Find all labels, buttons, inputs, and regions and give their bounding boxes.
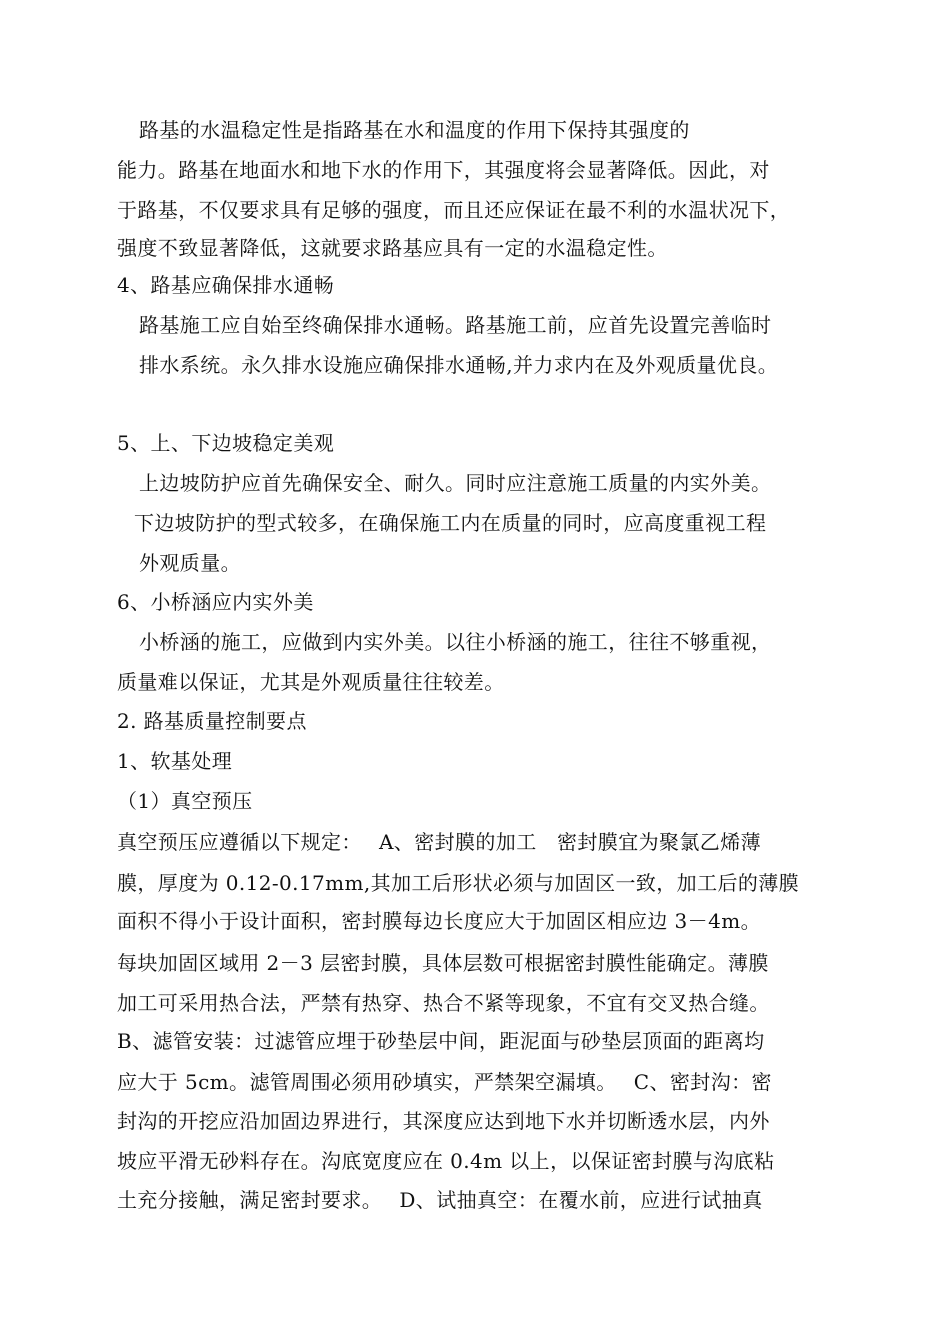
paragraph-line: 真空预压应遵循以下规定： A、密封膜的加工 密封膜宜为聚氯乙烯薄 xyxy=(117,830,762,854)
paragraph-line: 土充分接触，满足密封要求。 D、试抽真空：在覆水前，应进行试抽真 xyxy=(117,1188,763,1212)
paragraph-line: 封沟的开挖应沿加固边界进行，其深度应达到地下水并切断透水层，内外 xyxy=(117,1109,770,1133)
paragraph-line: 加工可采用热合法，严禁有热穿、热合不紧等现象，不宜有交叉热合缝。 xyxy=(117,991,770,1015)
paragraph-line: 下边坡防护的型式较多，在确保施工内在质量的同时，应高度重视工程 xyxy=(134,511,767,535)
section-heading: 5、上、下边坡稳定美观 xyxy=(117,431,335,455)
paragraph-line: B、滤管安装：过滤管应埋于砂垫层中间，距泥面与砂垫层顶面的距离均 xyxy=(117,1029,765,1053)
paragraph-line: 坡应平滑无砂料存在。沟底宽度应在 0.4m 以上，以保证密封膜与沟底粘 xyxy=(117,1149,775,1173)
paragraph-line: 强度不致显著降低，这就要求路基应具有一定的水温稳定性。 xyxy=(117,236,668,260)
section-heading: 4、路基应确保排水通畅 xyxy=(117,273,335,297)
paragraph-line: 于路基，不仅要求具有足够的强度，而且还应保证在最不利的水温状况下， xyxy=(117,198,791,222)
paragraph-line: 排水系统。永久排水设施应确保排水通畅,并力求内在及外观质量优良。 xyxy=(139,353,779,377)
paragraph-line: 小桥涵的施工，应做到内实外美。以往小桥涵的施工，往往不够重视， xyxy=(139,630,772,654)
paragraph-line: 路基施工应自始至终确保排水通畅。路基施工前，应首先设置完善临时 xyxy=(139,313,772,337)
paragraph-line: 膜，厚度为 0.12-0.17mm,其加工后形状必须与加固区一致，加工后的薄膜 xyxy=(117,871,800,895)
section-heading: 2. 路基质量控制要点 xyxy=(117,709,307,733)
section-heading: 1、软基处理 xyxy=(117,749,233,773)
paragraph-line: 面积不得小于设计面积，密封膜每边长度应大于加固区相应边 3－4m。 xyxy=(117,909,761,933)
paragraph-line: 能力。路基在地面水和地下水的作用下，其强度将会显著降低。因此，对 xyxy=(117,158,770,182)
paragraph-line: 质量难以保证，尤其是外观质量往往较差。 xyxy=(117,670,505,694)
paragraph-line: 每块加固区域用 2－3 层密封膜，具体层数可根据密封膜性能确定。薄膜 xyxy=(117,951,769,975)
section-heading: 6、小桥涵应内实外美 xyxy=(117,590,314,614)
paragraph-line: 上边坡防护应首先确保安全、耐久。同时应注意施工质量的内实外美。 xyxy=(139,471,772,495)
subsection-heading: （1）真空预压 xyxy=(117,789,253,813)
paragraph-line: 路基的水温稳定性是指路基在水和温度的作用下保持其强度的 xyxy=(139,118,690,142)
paragraph-line: 外观质量。 xyxy=(139,551,241,575)
paragraph-line: 应大于 5cm。滤管周围必须用砂填实，严禁架空漏填。 C、密封沟：密 xyxy=(117,1070,772,1094)
